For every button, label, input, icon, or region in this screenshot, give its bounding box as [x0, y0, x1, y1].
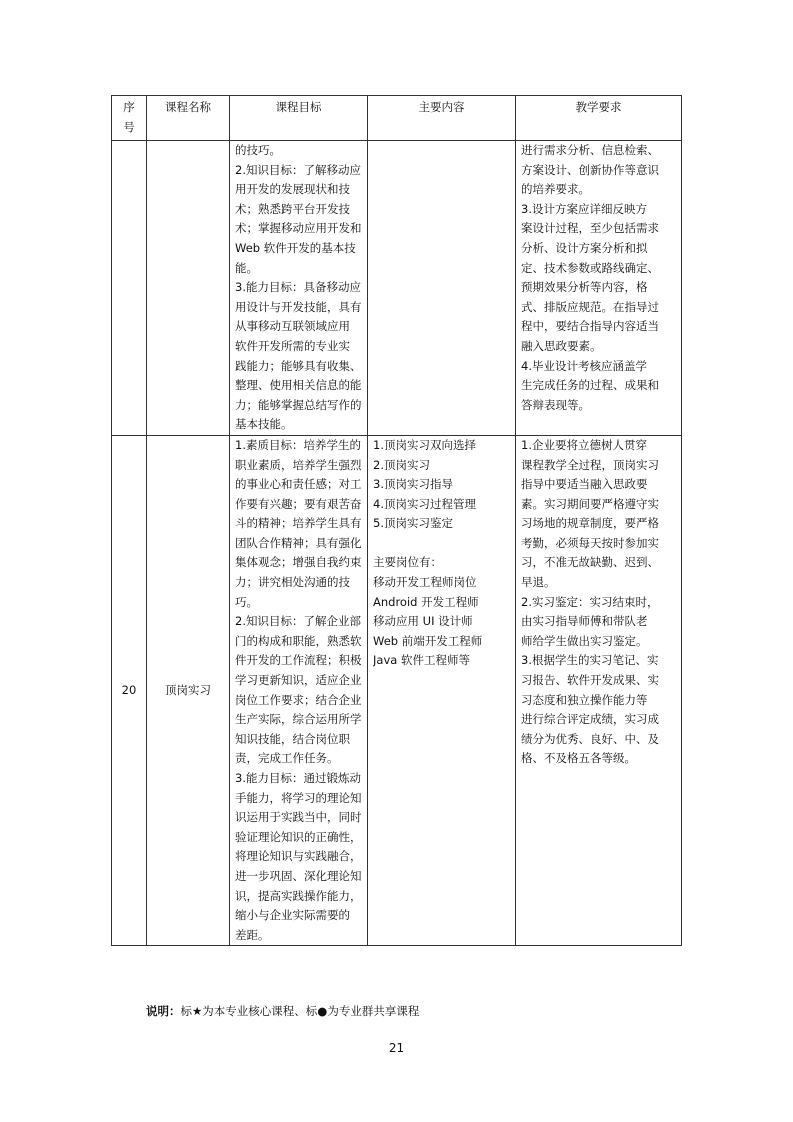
cell-text-line: 3.根据学生的实习笔记、实 [521, 653, 659, 668]
cell-text-line: 斗的精神；培养学生具有 [235, 516, 362, 531]
row-index-cell: 20 [112, 435, 147, 945]
header-index: 序号 [112, 96, 147, 141]
cell-text-line: Android 开发工程师 [373, 594, 479, 609]
cell-text-line: 用设计与开发技能，具有 [235, 299, 362, 314]
cell-text-line: 手能力，将学习的理论知 [235, 790, 362, 805]
cell-text-line: 绩分为优秀、良好、中、及 [521, 731, 659, 746]
table-header-row [112, 96, 682, 141]
header-teaching-requirements: 教学要求 [516, 96, 682, 141]
cell-text-line: 素。实习期间要严格遵守实 [521, 496, 659, 511]
cell-text-line: 知识技能，结合岗位职 [235, 731, 350, 746]
cell-text-line: Web 软件开发的基本技 [235, 240, 356, 255]
row-index-cell [112, 141, 147, 436]
header-course-name: 课程名称 [147, 96, 230, 141]
spacer [373, 534, 510, 554]
table-row [112, 141, 682, 436]
cell-text-line: 术；掌握移动应用开发和 [235, 221, 362, 236]
note-label: 说明： [146, 1004, 181, 1018]
cell-text-line: 作要有兴趣；要有艰苦奋 [235, 496, 362, 511]
cell-text-line: 生产实际，综合运用所学 [235, 712, 362, 727]
cell-text-line: 融入思政要素。 [521, 338, 602, 353]
cell-text-line: 学习更新知识，适应企业 [235, 673, 362, 688]
cell-text-line: Java 软件工程师等 [373, 653, 470, 668]
cell-text-line: 式、排版应规范。在指导过 [521, 299, 659, 314]
cell-text-line: 2.知识目标：了解企业部 [235, 614, 361, 629]
page-number: 21 [388, 1041, 405, 1055]
cell-text-line: 术；熟悉跨平台开发技 [235, 201, 350, 216]
row-requirements-cell [516, 141, 682, 436]
row-content-cell [368, 435, 516, 945]
cell-text-line: 3.顶岗实习指导 [373, 477, 453, 492]
cell-text-line: 差距。 [235, 927, 270, 942]
cell-text-line: 移动应用 UI 设计师 [373, 614, 473, 629]
cell-text-line: 案设计过程，至少包括需求 [521, 221, 659, 236]
cell-text-line: 早退。 [521, 575, 556, 590]
cell-text-line: 能。 [235, 260, 258, 275]
cell-text-line: 格、不及格五各等级。 [521, 751, 636, 766]
cell-text-line: 的技巧。 [235, 143, 281, 157]
cell-text-line: 答辩表现等。 [521, 397, 590, 412]
cell-text-line: 预期效果分析等内容，格 [521, 280, 648, 295]
table-note [146, 1003, 419, 1019]
cell-text-line: 课程教学全过程，顶岗实习 [521, 457, 659, 472]
cell-text-line: 识运用于实践当中，同时 [235, 810, 362, 825]
cell-text-line: 生完成任务的过程、成果和 [521, 378, 659, 393]
cell-text-line: 整理、使用相关信息的能 [235, 378, 362, 393]
cell-text-line: 习，不准无故缺勤、迟到、 [521, 555, 659, 570]
cell-text-line: 1.顶岗实习双向选择 [373, 437, 476, 452]
cell-text-line: 缩小与企业实际需要的 [235, 908, 350, 923]
cell-text-line: 进一步巩固、深化理论知 [235, 868, 362, 883]
row-name-cell [147, 141, 230, 436]
cell-text-line: 4.毕业设计考核应涵盖学 [521, 358, 647, 373]
cell-text-line: 集体观念；增强自我约束 [235, 555, 362, 570]
cell-text-line: 践能力；能够具有收集、 [235, 358, 362, 373]
row-goals-cell [230, 435, 368, 945]
cell-text-line: 的培养要求。 [521, 182, 590, 197]
cell-text-line: 指导中要适当融入思政要 [521, 477, 648, 492]
cell-text-line: 用开发的发展现状和技 [235, 182, 350, 197]
cell-text-line: 2.实习鉴定：实习结束时， [521, 594, 659, 609]
cell-text-line: 习报告、软件开发成果、实 [521, 673, 659, 688]
row-content-cell [368, 141, 516, 436]
cell-text-line: 3.设计方案应详细反映方 [521, 201, 647, 216]
cell-text-line: 进行综合评定成绩，实习成 [521, 712, 659, 727]
cell-text-line: 进行需求分析、信息检索、 [521, 143, 659, 157]
cell-text-line: 方案设计、创新协作等意识 [521, 162, 659, 177]
cell-text-line: 4.顶岗实习过程管理 [373, 496, 476, 511]
cell-text-line: 的事业心和责任感；对工 [235, 477, 362, 492]
cell-text-line: 责，完成工作任务。 [235, 751, 339, 766]
cell-text-line: 考勤，必须每天按时参加实 [521, 535, 659, 550]
cell-text-line: 识，提高实践操作能力， [235, 888, 362, 903]
cell-text-line: 习态度和独立操作能力等 [521, 692, 648, 707]
cell-text-line: 1.素质目标：培养学生的 [235, 437, 361, 452]
cell-text-line: 软件开发所需的专业实 [235, 338, 350, 353]
table-row [112, 435, 682, 945]
cell-text-line: 门的构成和职能，熟悉软 [235, 633, 362, 648]
cell-text-line: 力；讲究相处沟通的技 [235, 575, 350, 590]
cell-text-line: 件开发的工作流程；积极 [235, 653, 362, 668]
cell-text-line: 2.知识目标：了解移动应 [235, 162, 361, 177]
cell-text-line: 职业素质，培养学生强烈 [235, 457, 362, 472]
cell-text-line: 2.顶岗实习 [373, 457, 430, 472]
header-main-content: 主要内容 [368, 96, 516, 141]
cell-text-line: 3.能力目标：通过锻炼动 [235, 771, 361, 785]
cell-text-line: 基本技能。 [235, 417, 293, 432]
cell-text-line: 师给学生做出实习鉴定。 [521, 633, 648, 648]
cell-text-line: Web 前端开发工程师 [373, 633, 483, 648]
cell-text-line: 分析、设计方案分析和拟 [521, 240, 648, 255]
posts-title: 主要岗位有： [373, 555, 442, 570]
row-name-cell: 顶岗实习 [147, 435, 230, 945]
cell-text-line: 程中，要结合指导内容适当 [521, 319, 659, 334]
curriculum-table [111, 95, 682, 946]
cell-text-line: 习场地的规章制度，要严格 [521, 516, 659, 531]
row-requirements-cell [516, 435, 682, 945]
cell-text-line: 将理论知识与实践融合， [235, 849, 362, 864]
note-text: 标★为本专业核心课程、标●为专业群共享课程 [180, 1004, 420, 1018]
cell-text-line: 移动开发工程师岗位 [373, 575, 477, 590]
cell-text-line: 从事移动互联领域应用 [235, 319, 350, 334]
header-course-goals: 课程目标 [230, 96, 368, 141]
cell-text-line: 1.企业要将立德树人贯穿 [521, 437, 647, 452]
cell-text-line: 团队合作精神；具有强化 [235, 535, 362, 550]
cell-text-line: 由实习指导师傅和带队老 [521, 614, 648, 629]
cell-text-line: 3.能力目标：具备移动应 [235, 280, 361, 295]
row-goals-cell [230, 141, 368, 436]
cell-text-line: 验证理论知识的正确性， [235, 829, 362, 844]
cell-text-line: 岗位工作要求；结合企业 [235, 692, 362, 707]
cell-text-line: 巧。 [235, 594, 258, 609]
cell-text-line: 定、技术参数或路线确定、 [521, 260, 659, 275]
cell-text-line: 力；能够掌握总结写作的 [235, 397, 362, 412]
cell-text-line: 5.顶岗实习鉴定 [373, 516, 453, 531]
